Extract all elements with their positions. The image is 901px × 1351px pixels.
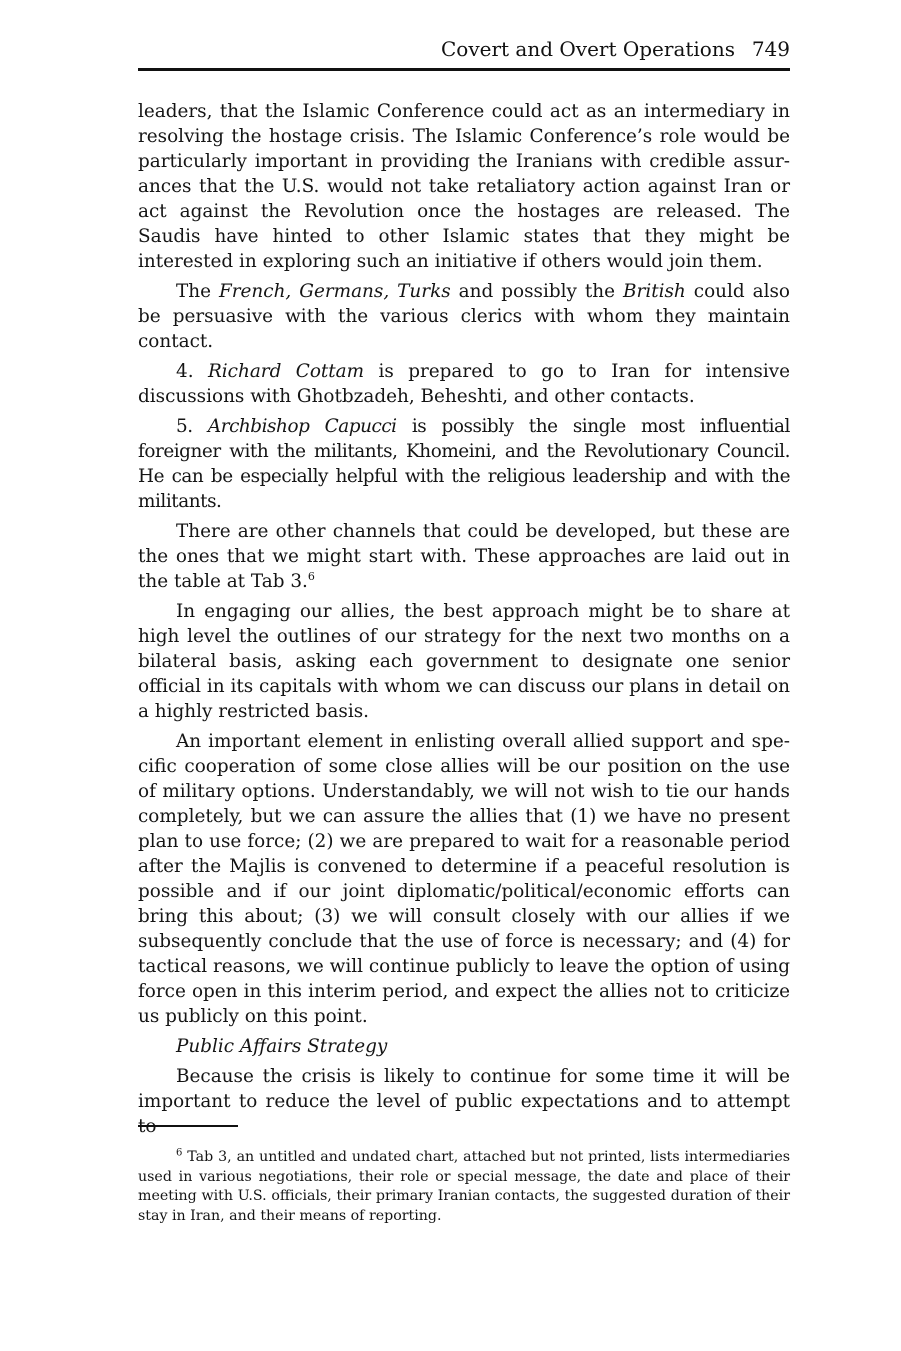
header-rule xyxy=(138,68,790,71)
body-text xyxy=(138,99,790,1144)
paragraph-item-4: 4. Richard Cottam is prepared to go to Iran for intensive discussions with Ghotbzadeh, Beheshti, and other contacts. xyxy=(138,361,790,407)
footnote-text: Tab 3, an untitled and undated chart, attached but not printed, lists intermediaries used in various negotiations, their role or special message, the date and place of their meeting with U.S. officials, their primary Iranian contacts, the suggested duration of their stay in Iran, and their means of reporting. xyxy=(138,1149,790,1224)
page-number: 749 xyxy=(751,37,790,61)
footnote-marker: 6 xyxy=(176,1147,183,1159)
italic-term: Archbishop Capucci xyxy=(207,416,397,437)
paragraph-item-5: 5. Archbishop Capucci is possibly the single most influential foreigner with the militants, Khomeini, and the Revolutionary Council. He can be especially helpful with the religious leadership and with the militants. xyxy=(138,416,790,512)
section-heading: Public Affairs Strategy xyxy=(176,1036,388,1057)
paragraph-public-affairs: Because the crisis is likely to continue for some time it will be important to reduce the level of public expectations and to attempt xyxy=(138,1066,790,1112)
paragraph-continued: leaders, that the Islamic Conference could act as an intermediary in resolving the hostage crisis. The Islamic Conference’s role would be particularly important in providing the Iranians with credible assurances that the U.S. would not take retaliatory action against Iran or act against the Revolution once the hostages are released. The Saudis have hinted to other Islamic states that they might be interested in exploring such an initiative if others would join them. xyxy=(138,101,790,272)
footnote xyxy=(138,1148,790,1226)
footnote-reference: 6 xyxy=(307,569,315,583)
running-title: Covert and Overt Operations xyxy=(440,37,735,61)
footnote-rule xyxy=(138,1125,238,1127)
paragraph-engaging-allies: In engaging our allies, the best approach might be to share at high level the outlines of our strategy for the next two months on a bilateral basis, asking each government to designate one senior official in its capitals with whom we can discuss our plans in detail on a highly restricted basis. xyxy=(138,601,790,722)
paragraph-french-germans: The French, Germans, Turks and possibly the British could also be persuasive with the various clerics with whom they maintain contact. xyxy=(138,281,790,352)
running-header xyxy=(138,36,790,66)
paragraph-military-options: An important element in enlisting overall allied support and specific cooperation of some close allies will be our position on the use of military options. Understandably, we will not wish to tie our hands completely, but we can assure the allies that (1) we have no present plan to use force; (2) we are prepared to wait for a reasonable period after the Majlis is convened to determine if a peaceful resolution is possible and if our joint diplomatic/political/economic efforts can bring this about; (3) we will consult closely with our allies if we subsequently conclude that the use of force is necessary; and (4) for tactical reasons, we will continue publicly to leave the option of using force open in this interim period, and expect the allies not to criticize us publicly on this point. xyxy=(138,731,790,1027)
italic-term: French, Germans, Turks xyxy=(219,281,451,302)
italic-term: British xyxy=(623,281,686,302)
paragraph-other-channels: There are other channels that could be developed, but these are the ones that we might start with. These approaches are laid out in the table at Tab 3.$^6$ xyxy=(138,521,790,592)
italic-term: Richard Cottam xyxy=(207,361,365,382)
